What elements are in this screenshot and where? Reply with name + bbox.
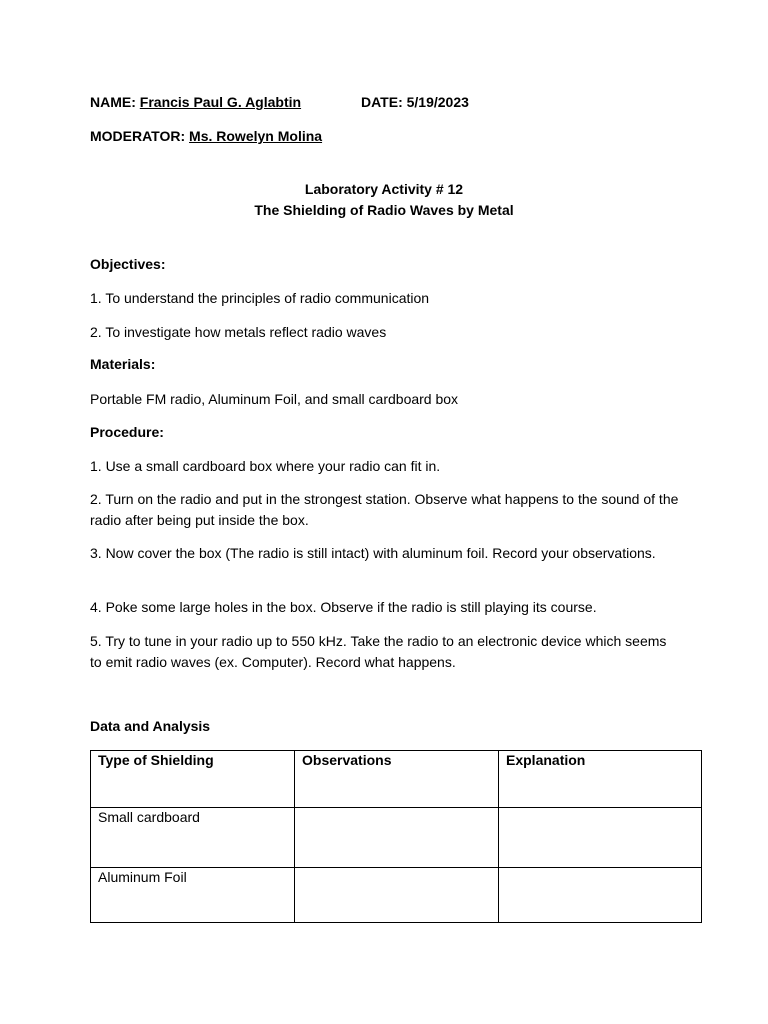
- moderator-row: [90, 128, 322, 144]
- date-value: 5/19/2023: [406, 94, 469, 110]
- procedure-step: 4. Poke some large holes in the box. Observe if the radio is still playing its course.: [90, 599, 597, 615]
- name-row: [90, 94, 301, 110]
- data-analysis-heading: Data and Analysis: [90, 718, 211, 734]
- table-row: [91, 868, 702, 923]
- table-cell-shielding-type: Small cardboard: [91, 808, 295, 868]
- table-cell-explanation: [499, 808, 702, 868]
- objective-item: 2. To investigate how metals reflect radio waves: [90, 324, 387, 340]
- procedure-step: 2. Turn on the radio and put in the strongest station. Observe what happens to the sound of the radio after being put inside the box.: [90, 491, 679, 528]
- table-row: [91, 808, 702, 868]
- table-cell-shielding-type: Aluminum Foil: [91, 868, 295, 923]
- column-header-type-of-shielding: Type of Shielding: [91, 751, 295, 808]
- procedure-step: 3. Now cover the box (The radio is still intact) with aluminum foil. Record your observations.: [90, 545, 656, 561]
- table-cell-observation: [295, 868, 499, 923]
- procedure-step: 1. Use a small cardboard box where your radio can fit in.: [90, 458, 441, 474]
- data-analysis-table: [90, 750, 702, 923]
- activity-number-title: Laboratory Activity # 12: [304, 181, 464, 197]
- activity-title: The Shielding of Radio Waves by Metal: [254, 202, 514, 218]
- date-row: [361, 94, 469, 110]
- materials-text: Portable FM radio, Aluminum Foil, and small cardboard box: [90, 391, 459, 407]
- moderator-label: MODERATOR:: [90, 128, 186, 144]
- name-value: Francis Paul G. Aglabtin: [139, 94, 302, 110]
- objectives-heading: Objectives:: [90, 256, 166, 272]
- materials-heading: Materials:: [90, 356, 156, 372]
- procedure-heading: Procedure:: [90, 424, 164, 440]
- procedure-step: 5. Try to tune in your radio up to 550 kHz. Take the radio to an electronic device which seems to emit radio waves (ex. Computer). Record what happens.: [90, 633, 667, 670]
- objective-item: 1. To understand the principles of radio communication: [90, 290, 430, 306]
- date-label: DATE:: [361, 94, 403, 110]
- moderator-value: Ms. Rowelyn Molina: [189, 128, 323, 144]
- column-header-observations: Observations: [295, 751, 499, 808]
- name-label: NAME:: [90, 94, 136, 110]
- table-cell-explanation: [499, 868, 702, 923]
- table-cell-observation: [295, 808, 499, 868]
- table-header-row: [91, 751, 702, 808]
- column-header-explanation: Explanation: [499, 751, 702, 808]
